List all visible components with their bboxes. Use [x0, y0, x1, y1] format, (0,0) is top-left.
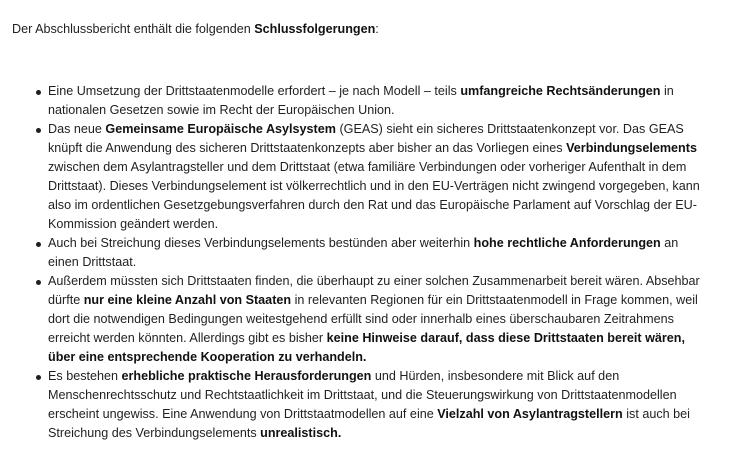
list-item	[48, 82, 708, 120]
bullet-dot	[36, 375, 41, 380]
bullet-dot	[36, 280, 41, 285]
item-text: in nationalen Gesetzen sowie im Recht der Europäischen Union.	[48, 84, 674, 117]
bullet-dot	[36, 242, 41, 247]
item-text: (GEAS) sieht ein sicheres Drittstaatenkonzept vor. Das GEAS knüpft die Anwendung des sicheren Drittstaatenkonzepts aber bisher an das Vorliegen eines	[48, 122, 684, 155]
item-bold: Vielzahl von Asylantragstellern	[437, 407, 623, 421]
item-bold: nur eine kleine Anzahl von Staaten	[83, 293, 292, 307]
item-bold: umfangreiche Rechtsänderungen	[460, 84, 661, 98]
conclusions-list	[48, 82, 708, 443]
item-text: zwischen dem Asylantragsteller und dem Drittstaat (etwa familiäre Verbindungen oder vorheriger Aufenthalt in dem Drittstaat). Dieses Verbindungselement ist völkerrechtlich und in den EU-Verträgen nicht zwingend vorgegeben, kann also im ordentlichen Gesetzgebungsverfahren durch den Rat und das Europäische Parlament auf Vorschlag der EU-Kommission geändert werden.	[48, 160, 700, 231]
item-text: Das neue	[48, 122, 106, 136]
item-bold: keine Hinweise darauf, dass diese Drittstaaten bereit wären, über eine entsprechende Kooperation zu verhandeln.	[48, 331, 685, 364]
item-text: und Hürden, insbesondere mit Blick auf den Menschenrechtsschutz und Rechtstaatlichkeit im Drittstaat, und die Steuerungswirkung von Drittstaatenmodellen erscheint ungewiss. Eine Anwendung von Drittstaatmodellen auf eine	[48, 369, 677, 421]
item-bold: Verbindungselements	[566, 141, 697, 155]
item-text: Außerdem müssten sich Drittstaaten finden, die überhaupt zu einer solchen Zusammenarbeit bereit wären. Absehbar dürfte	[48, 274, 700, 307]
list-item	[48, 234, 708, 272]
list-item	[48, 120, 708, 234]
item-bold: unrealistisch.	[260, 426, 342, 440]
item-text: an einen Drittstaat.	[48, 236, 679, 269]
item-bold: Gemeinsame Europäische Asylsystem	[105, 122, 336, 136]
item-bold: hohe rechtliche Anforderungen	[473, 236, 661, 250]
item-text: in relevanten Regionen für ein Drittstaatenmodell in Frage kommen, weil dort die notwendigen Bedingungen weitestgehend erfüllt sind oder innerhalb eines überschaubaren Zeitrahmens erreicht werden könnten. Allerdings gibt es bisher	[48, 293, 698, 345]
intro-paragraph	[12, 20, 379, 39]
item-text: ist auch bei Streichung des Verbindungselements	[48, 407, 690, 440]
item-text: Auch bei Streichung dieses Verbindungselements bestünden aber weiterhin	[48, 236, 474, 250]
intro-text: Der Abschlussbericht enthält die folgenden	[12, 22, 255, 36]
intro-suffix: :	[375, 22, 379, 36]
intro-bold: Schlussfolgerungen	[254, 22, 376, 36]
item-bold: erhebliche praktische Herausforderungen	[121, 369, 372, 383]
item-text: Es bestehen	[48, 369, 122, 383]
bullet-dot	[36, 128, 41, 133]
item-text: Eine Umsetzung der Drittstaatenmodelle erfordert – je nach Modell – teils	[48, 84, 461, 98]
list-item	[48, 272, 708, 367]
list-item	[48, 367, 708, 443]
bullet-dot	[36, 90, 41, 95]
